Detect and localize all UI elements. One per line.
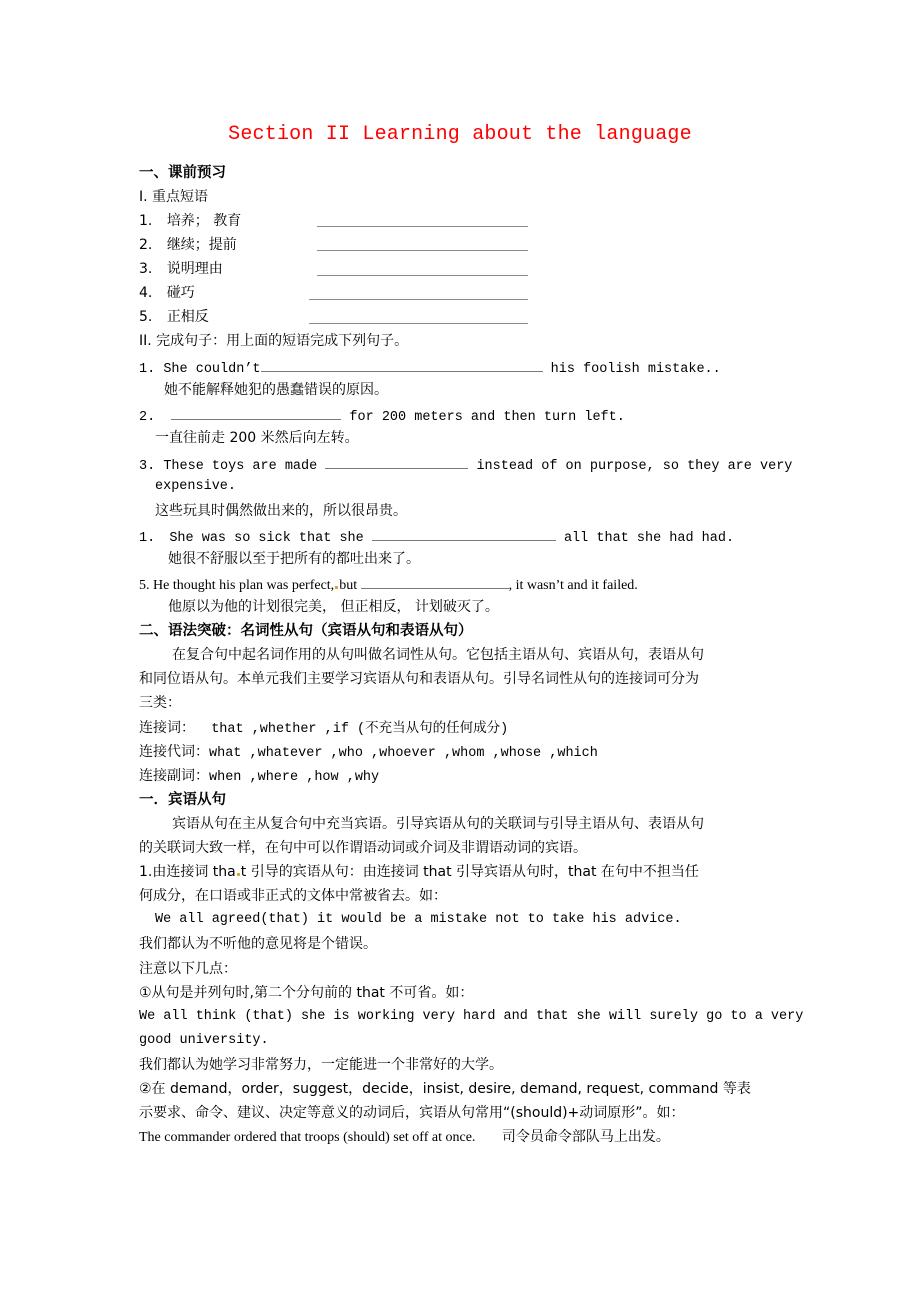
phrase-num: 4. (139, 285, 153, 301)
rule1-line-1 (139, 863, 699, 881)
note-2-example-translation: 司令员命令部队马上出发。 (501, 1129, 670, 1145)
document-title: Section II Learning about the language (228, 123, 692, 146)
phrase-text: 说明理由 (166, 261, 223, 277)
object-clause-heading: 一．宾语从句 (139, 792, 226, 808)
phrase-item-4 (139, 284, 195, 302)
sentence-item-4 (139, 526, 734, 548)
note-1-translation: 我们都认为她学习非常努力，一定能进一个非常好的大学。 (139, 1057, 503, 1073)
connector-words: that ,whether ,if (不充当从句的任何成分) (195, 722, 509, 737)
connector-label: 连接词： (139, 720, 195, 736)
edit-mark (335, 586, 338, 589)
sentence-after: , it wasn’t and it failed. (508, 578, 638, 593)
object-desc-line-1: 宾语从句在主从复合句中充当宾语。引导宾语从句的关联词与引导主语从句、表语从句 (172, 816, 704, 832)
phrase-num: 1. (139, 213, 153, 229)
phrase-text: 正相反 (166, 309, 209, 325)
sentence-before: She was so sick that she (169, 531, 372, 546)
note-1: ①从句是并列句时,第二个分句前的 that 不可省。如： (139, 985, 474, 1001)
phrase-num: 2. (139, 237, 153, 253)
sentence-translation-1: 她不能解释她犯的愚蠢错误的原因。 (164, 382, 388, 398)
sentence-after: for 200 meters and then turn left. (341, 410, 625, 425)
edit-mark (237, 873, 240, 876)
rule1-text-b: t 引导的宾语从句：由连接词 that 引导宾语从句时，that 在句中不担当任 (240, 864, 699, 880)
sentence-translation-4: 她很不舒服以至于把所有的都吐出来了。 (168, 551, 420, 567)
intro-line-1: 在复合句中起名词作用的从句叫做名词性从句。它包括主语从句、宾语从句，表语从句 (172, 647, 704, 663)
sentence-translation-2: 一直往前走 200 米然后向左转。 (155, 430, 359, 446)
note-2-line-1: ②在 demand，order，suggest，decide，insist, desire, demand, request, command 等表 (139, 1081, 751, 1097)
phrase-blank-2[interactable] (317, 250, 528, 251)
sentence-translation-3: 这些玩具时偶然做出来的，所以很昂贵。 (155, 503, 407, 519)
phrase-blank-1[interactable] (317, 226, 528, 227)
sentence-num: 1. (139, 531, 156, 546)
phrase-item-5 (139, 308, 209, 326)
sentence-blank-5[interactable] (361, 574, 509, 589)
example-1-translation: 我们都认为不听他的意见将是个错误。 (139, 936, 377, 952)
note-2-line-2: 示要求、命令、建议、决定等意义的动词后，宾语从句常用“(should)+动词原形”。如： (139, 1105, 685, 1121)
sentence-before: He thought his plan was perfect, (153, 578, 335, 593)
sentence-item-2 (139, 405, 625, 427)
sentence-num: 3. (139, 459, 156, 474)
note-1-example-line-2: good university. (139, 1033, 269, 1048)
sentence-item-3 (139, 454, 792, 476)
connector-label: 连接代词： (139, 744, 209, 760)
sentence-translation-5: 他原以为他的计划很完美， 但正相反， 计划破灭了。 (168, 599, 499, 615)
phrase-item-2 (139, 236, 237, 254)
phrase-item-3 (139, 260, 223, 278)
note-2-example-row (139, 1128, 670, 1147)
connector-row-2 (139, 743, 598, 763)
part1-heading: 一、课前预习 (139, 165, 226, 181)
intro-line-3: 三类： (139, 695, 181, 711)
note-2-example: The commander ordered that troops (should) set off at once. (139, 1130, 476, 1145)
example-1: We all agreed(that) it would be a mistake not to take his advice. (155, 912, 682, 927)
sentence-num: 5. (139, 578, 150, 593)
rule1-line-2: 何成分，在口语或非正式的文体中常被省去。如： (139, 888, 447, 904)
connector-words: what ,whatever ,who ,whoever ,whom ,whose ,which (209, 746, 598, 761)
phrase-blank-5[interactable] (309, 323, 528, 324)
sentence-blank-2[interactable] (171, 405, 341, 420)
phrase-text: 碰巧 (166, 285, 195, 301)
connector-words: when ,where ,how ,why (209, 770, 380, 785)
sentence-blank-4[interactable] (372, 526, 556, 541)
connector-row-1 (139, 719, 508, 739)
intro-line-2: 和同位语从句。本单元我们主要学习宾语从句和表语从句。引导名词性从句的连接词可分为 (139, 671, 699, 687)
phrase-text: 继续；提前 (166, 237, 237, 253)
part2-heading: 二、语法突破：名词性从句（宾语从句和表语从句） (139, 623, 473, 639)
phrases-heading: I. 重点短语 (139, 189, 209, 205)
sentences-heading: II. 完成句子：用上面的短语完成下列句子。 (139, 333, 409, 349)
sentence-item-1 (139, 357, 721, 379)
sentence-item-5 (139, 574, 638, 595)
notes-heading: 注意以下几点： (139, 961, 237, 977)
sentence-before: She couldn’t (163, 362, 261, 377)
sentence-after: all that she had had. (555, 531, 735, 546)
rule1-text-a: 1.由连接词 tha (139, 864, 236, 880)
phrase-blank-3[interactable] (317, 275, 528, 276)
sentence-continuation-3: expensive. (155, 479, 237, 494)
connector-row-3 (139, 767, 379, 787)
connector-label: 连接副词： (139, 768, 209, 784)
sentence-before2: but (339, 578, 361, 593)
sentence-blank-1[interactable] (261, 357, 543, 372)
sentence-num: 2. (139, 410, 156, 425)
sentence-after: instead of on purpose, so they are very (468, 459, 793, 474)
sentence-before: These toys are made (163, 459, 326, 474)
phrase-blank-4[interactable] (309, 299, 528, 300)
phrase-num: 3. (139, 261, 153, 277)
sentence-blank-3[interactable] (325, 454, 468, 469)
phrase-item-1 (139, 212, 241, 230)
phrase-num: 5. (139, 309, 153, 325)
sentence-num: 1. (139, 362, 156, 377)
object-desc-line-2: 的关联词大致一样，在句中可以作谓语动词或介词及非谓语动词的宾语。 (139, 840, 587, 856)
sentence-after: his foolish mistake.. (542, 362, 721, 377)
phrase-text: 培养； 教育 (166, 213, 242, 229)
note-1-example-line-1: We all think (that) she is working very hard and that she will surely go to a very (139, 1009, 804, 1024)
